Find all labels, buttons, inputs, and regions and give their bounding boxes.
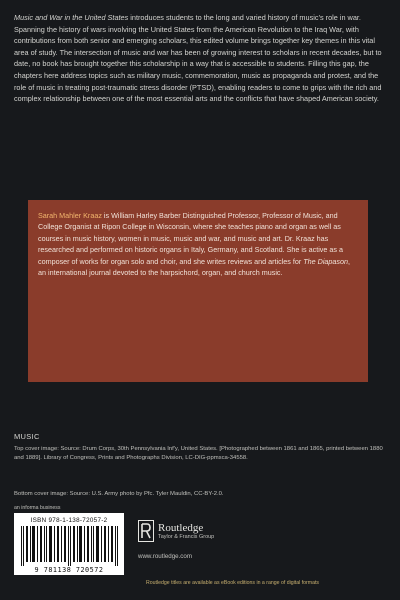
barcode-digits: 9 781138 720572 (34, 566, 104, 574)
description-text: introduces students to the long and varied history of music’s role in war. Spanning the history of wars involving the United States from the American Revolution to the Iraq War, with contributions from both senior and emerging scholars, this edited volume brings together key themes in this vital area of study. The intersection of music and war has been of growing interest to scholars in recent decades, but to date, no book has brought together this scholarship in a way that is accessible to students. Filling this gap, the chapters here address topics such as military music, commemoration, music as propaganda and protest, and the role of music in treating post-traumatic stress disorder (PTSD), enabling readers to come to grips with the rich and complex relationship between one of the most essential arts and the conflicts that have shaped American society. (14, 13, 382, 104)
bio-text: is William Harley Barber Distinguished Professor, Professor of Music, and College Organist at Ripon College in Wisconsin, where she teaches piano and organ as well as courses in music history, women in music, music and war, and music and art. Dr. Kraaz has researched and performed on historic organs in Italy, Germany, and Scotland. She is active as a composer of works for organ solo and choir, and she writes reviews and articles for (38, 211, 343, 266)
journal-title: The Diapason (303, 256, 349, 266)
author-name: Sarah Mahler Kraaz (38, 211, 102, 220)
barcode-bars (19, 526, 119, 566)
informa-business-label: an informa business (14, 505, 61, 511)
publisher-url: www.routledge.com (138, 553, 192, 560)
publisher-logo (138, 520, 214, 542)
bottom-cover-credit: Bottom cover image: Source: U.S. Army photo by Pfc. Tyler Mauldin, CC-BY-2.0. (14, 491, 224, 497)
routledge-r-logo-icon (138, 520, 154, 542)
top-cover-credit: Top cover image: Source: Drum Corps, 30th Pennsylvania Inf'y, United States. [Photographed between 1861 and 1865, printed between 1880 and 1889]. Library of Congress, Prints and Photographs Division, LC-DIG-ppmsca-34558. (14, 446, 383, 462)
publisher-group: Taylor & Francis Group (158, 533, 215, 540)
publisher-name: Routledge (158, 521, 204, 534)
bio-text-end: , an international journal devoted to the harpsichord, organ, and church music. (38, 256, 351, 278)
book-description (14, 12, 384, 105)
subject-category: MUSIC (14, 432, 40, 441)
isbn-barcode (14, 513, 124, 575)
book-title: Music and War in the United States (14, 13, 129, 22)
isbn-label: ISBN 978-1-138-72057-2 (30, 517, 108, 524)
ebook-note: Routledge titles are available as eBook editions in a range of digital formats (146, 580, 320, 586)
author-bio (38, 210, 358, 278)
author-bio-box (28, 200, 368, 382)
